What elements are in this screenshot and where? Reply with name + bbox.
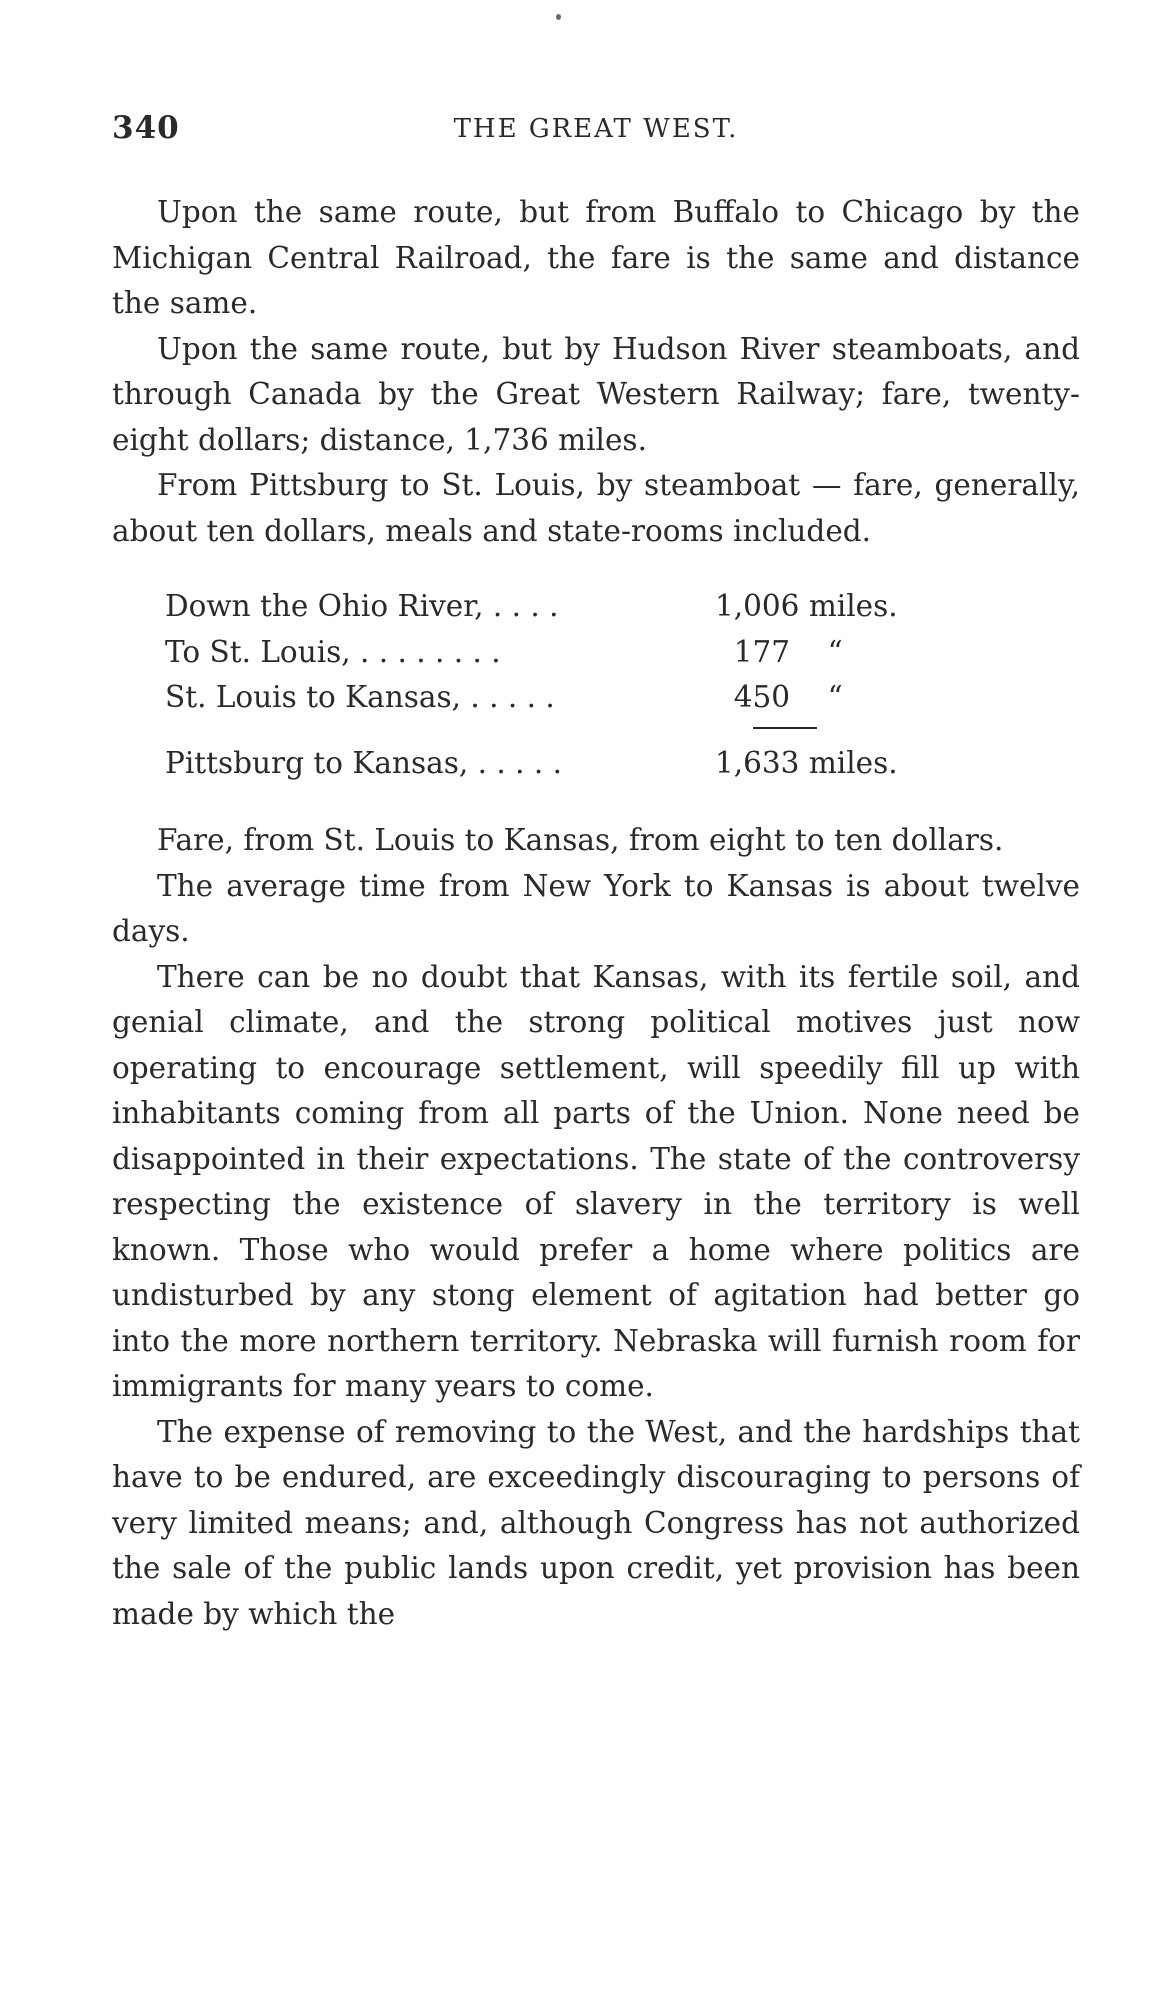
distance-value: 450 “ [715, 680, 843, 714]
distance-table [165, 584, 965, 786]
page-header [112, 110, 1080, 154]
body-text [112, 190, 1080, 1637]
distance-total-row [165, 741, 965, 787]
paragraph: The expense of removing to the West, and the hardships that have to be endured, are exceedingly discouraging to persons of very limited means; and, although Congress has not authorized the sale of the public lands upon credit, yet provision has been made by which the [112, 1414, 1080, 1631]
distance-row [165, 675, 965, 721]
paragraph: Fare, from St. Louis to Kansas, from eight to ten dollars. [157, 823, 1004, 857]
distance-value: 1,006 miles. [715, 589, 898, 623]
paragraph: There can be no doubt that Kansas, with its fertile soil, and genial climate, and the strong political motives just now operating to encourage settlement, will speedily fill up with inhabitants coming from all parts of the Union. None need be disappointed in their expectations. The state of the controversy respecting the existence of slavery in the territory is well known. Those who would prefer a home where politics are undisturbed by any stong element of agitation had better go into the more northern territory. Nebraska will furnish room for immigrants for many years to come. [112, 959, 1080, 1403]
distance-label: To St. Louis, . . . . . . . . [165, 634, 501, 669]
distance-total-label: Pittsburg to Kansas, . . . . . [165, 745, 563, 780]
paragraph: Upon the same route, but from Buffalo to Chicago by the Michigan Central Railroad, the fare is the same and distance the same. [112, 195, 1080, 320]
distance-row [165, 630, 965, 676]
page-number: 340 [112, 110, 180, 146]
paragraph: From Pittsburg to St. Louis, by steamboat — fare, generally, about ten dollars, meals and state-rooms included. [112, 468, 1080, 548]
distance-label: St. Louis to Kansas, . . . . . [165, 680, 555, 714]
paragraph: The average time from New York to Kansas is about twelve days. [112, 868, 1080, 948]
print-speck [556, 14, 561, 20]
distance-total-value: 1,633 miles. [715, 745, 898, 780]
distance-value: 177 “ [715, 634, 843, 669]
sum-rule [165, 721, 965, 741]
distance-row [165, 584, 965, 630]
running-title: THE GREAT WEST. [453, 114, 739, 144]
paragraph: Upon the same route, but by Hudson River steamboats, and through Canada by the Great Western Railway; fare, twenty-eight dollars; distance, 1,736 miles. [112, 331, 1080, 457]
distance-label: Down the Ohio River, . . . . [165, 589, 559, 623]
